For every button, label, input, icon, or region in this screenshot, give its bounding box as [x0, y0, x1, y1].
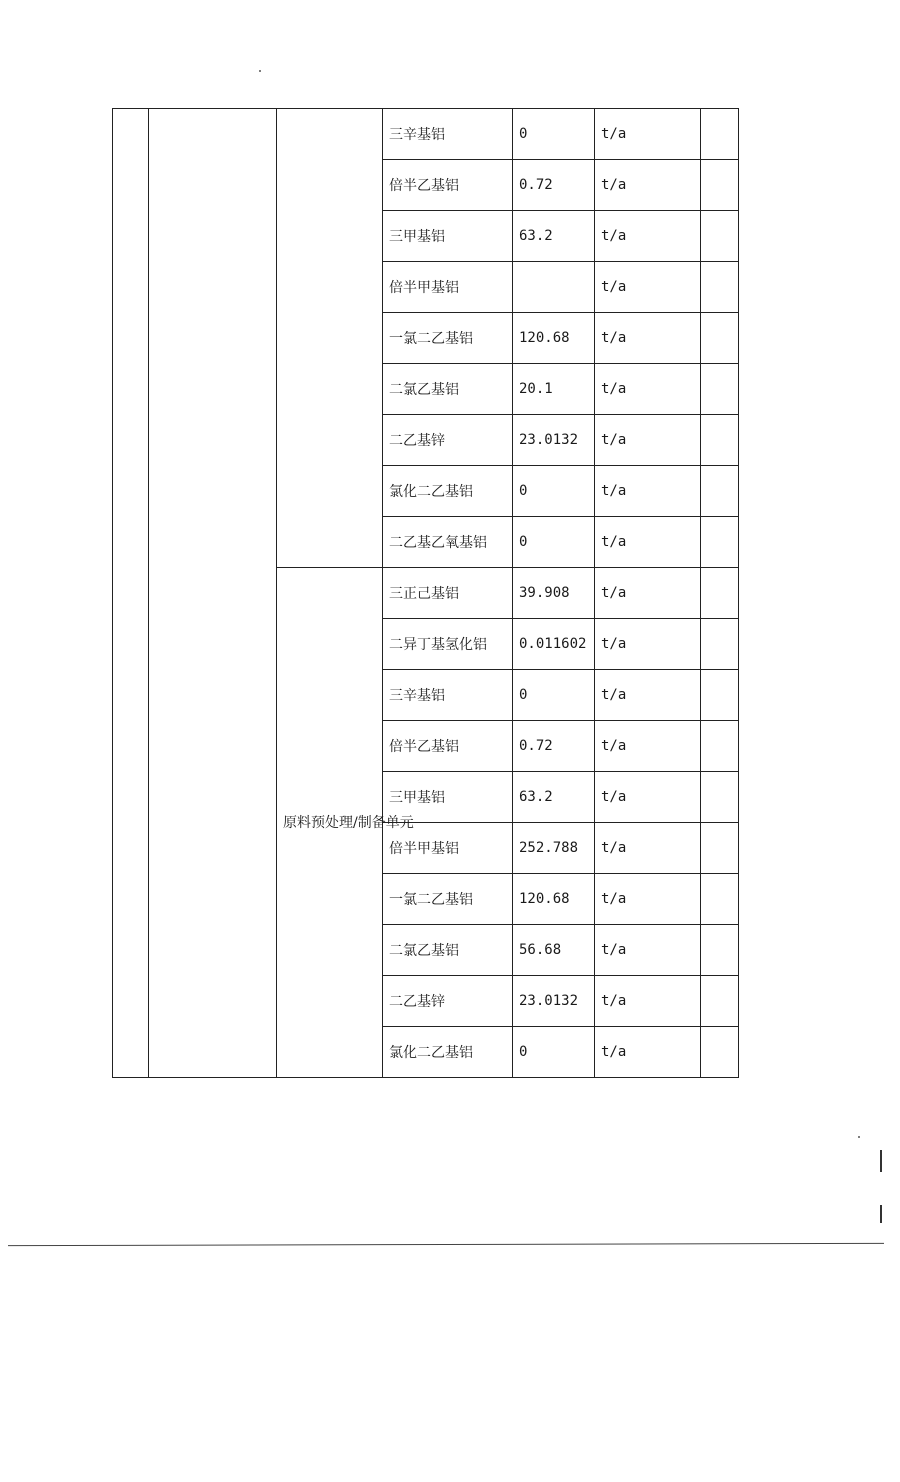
substance-unit: t/a — [595, 976, 701, 1027]
scan-bottom-edge-line — [8, 1243, 884, 1246]
blank-cell — [701, 619, 739, 670]
substance-name: 二氯乙基铝 — [383, 925, 513, 976]
substance-unit: t/a — [595, 517, 701, 568]
blank-cell — [701, 364, 739, 415]
substance-unit: t/a — [595, 670, 701, 721]
substance-value: 0 — [513, 109, 595, 160]
substance-value: 0 — [513, 517, 595, 568]
substance-value: 39.908 — [513, 568, 595, 619]
substance-name: 二乙基乙氧基铝 — [383, 517, 513, 568]
substance-name: 倍半乙基铝 — [383, 160, 513, 211]
substance-name: 三辛基铝 — [383, 109, 513, 160]
substance-name: 二乙基锌 — [383, 415, 513, 466]
substance-unit: t/a — [595, 772, 701, 823]
substance-value: 56.68 — [513, 925, 595, 976]
blank-cell — [701, 874, 739, 925]
substance-unit: t/a — [595, 721, 701, 772]
substance-name: 氯化二乙基铝 — [383, 466, 513, 517]
substance-unit: t/a — [595, 160, 701, 211]
substance-value: 0 — [513, 466, 595, 517]
substance-name: 一氯二乙基铝 — [383, 313, 513, 364]
substance-value: 0.72 — [513, 160, 595, 211]
blank-cell — [701, 925, 739, 976]
scan-edge-mark — [880, 1150, 882, 1172]
blank-cell — [701, 1027, 739, 1078]
substance-unit: t/a — [595, 619, 701, 670]
substance-value: 120.68 — [513, 874, 595, 925]
substance-value: 20.1 — [513, 364, 595, 415]
substance-unit: t/a — [595, 313, 701, 364]
substance-name: 三甲基铝 — [383, 211, 513, 262]
substance-unit: t/a — [595, 262, 701, 313]
blank-column-2 — [149, 109, 277, 1078]
blank-cell — [701, 772, 739, 823]
substance-name: 二乙基锌 — [383, 976, 513, 1027]
substance-unit: t/a — [595, 364, 701, 415]
substance-value: 120.68 — [513, 313, 595, 364]
blank-cell — [701, 211, 739, 262]
blank-cell — [701, 568, 739, 619]
blank-cell — [701, 160, 739, 211]
substance-value: 23.0132 — [513, 415, 595, 466]
substance-name: 二氯乙基铝 — [383, 364, 513, 415]
substance-value: 0.011602 — [513, 619, 595, 670]
blank-cell — [701, 109, 739, 160]
blank-cell — [701, 823, 739, 874]
blank-cell — [701, 262, 739, 313]
substance-value: 63.2 — [513, 772, 595, 823]
substance-unit: t/a — [595, 874, 701, 925]
substance-unit: t/a — [595, 109, 701, 160]
substance-name: 三辛基铝 — [383, 670, 513, 721]
section-a-label-cell — [277, 109, 383, 568]
substance-value: 63.2 — [513, 211, 595, 262]
substance-value — [513, 262, 595, 313]
substance-value: 23.0132 — [513, 976, 595, 1027]
blank-cell — [701, 415, 739, 466]
blank-cell — [701, 670, 739, 721]
substance-value: 0 — [513, 1027, 595, 1078]
substance-value: 0 — [513, 670, 595, 721]
blank-cell — [701, 721, 739, 772]
substance-name: 倍半乙基铝 — [383, 721, 513, 772]
substance-name: 三甲基铝 — [383, 772, 513, 823]
substance-name: 倍半甲基铝 — [383, 823, 513, 874]
table-row — [113, 109, 739, 160]
section-b-label: 原料预处理/制备单元 — [277, 568, 383, 1078]
scan-speck — [858, 1136, 860, 1138]
substance-name: 一氯二乙基铝 — [383, 874, 513, 925]
blank-column-1 — [113, 109, 149, 1078]
blank-cell — [701, 976, 739, 1027]
substance-name: 倍半甲基铝 — [383, 262, 513, 313]
scan-edge-mark — [880, 1205, 882, 1223]
substance-unit: t/a — [595, 1027, 701, 1078]
substance-name: 二异丁基氢化铝 — [383, 619, 513, 670]
substance-unit: t/a — [595, 568, 701, 619]
substance-unit: t/a — [595, 415, 701, 466]
scan-speck — [259, 70, 261, 72]
substance-name: 氯化二乙基铝 — [383, 1027, 513, 1078]
blank-cell — [701, 313, 739, 364]
substance-name: 三正己基铝 — [383, 568, 513, 619]
substance-unit: t/a — [595, 823, 701, 874]
blank-cell — [701, 517, 739, 568]
substance-value: 252.788 — [513, 823, 595, 874]
blank-cell — [701, 466, 739, 517]
substance-unit: t/a — [595, 211, 701, 262]
emissions-table-wrapper — [112, 108, 738, 1078]
substance-value: 0.72 — [513, 721, 595, 772]
substance-unit: t/a — [595, 466, 701, 517]
substance-unit: t/a — [595, 925, 701, 976]
emissions-table — [112, 108, 739, 1078]
